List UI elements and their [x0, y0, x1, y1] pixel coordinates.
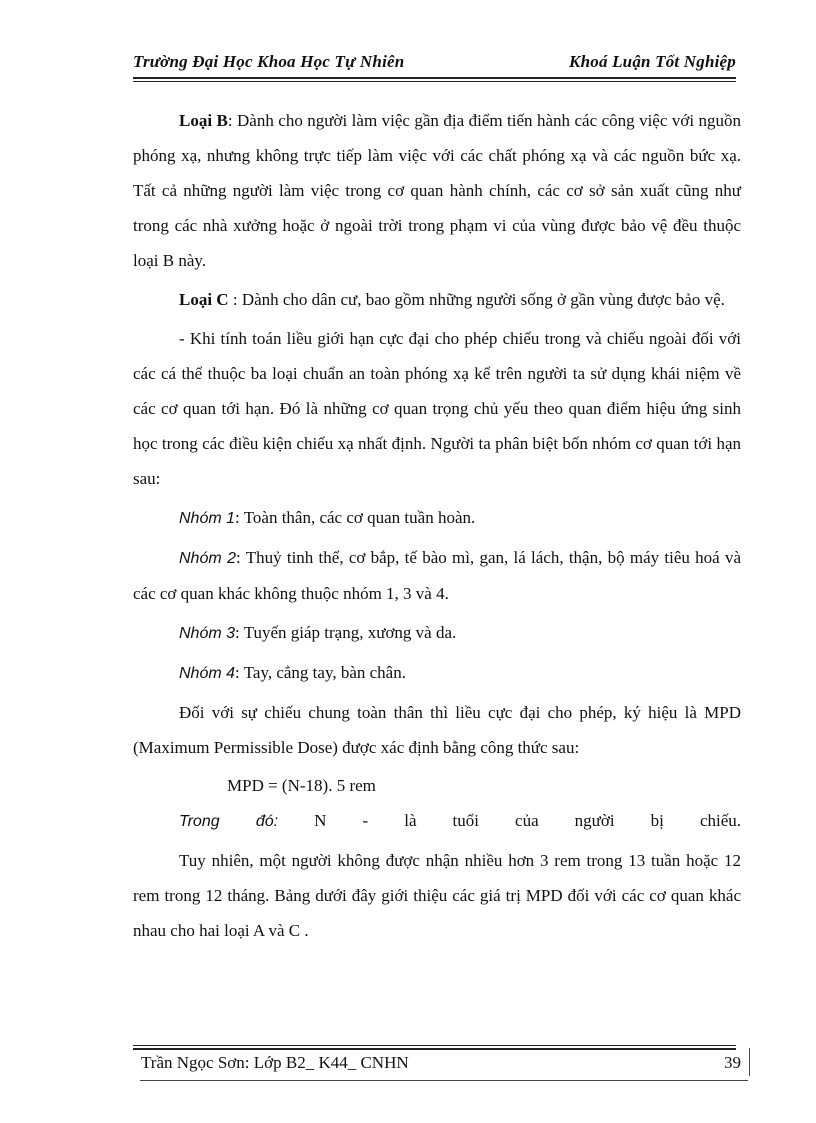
group-4-label: Nhóm 4: [179, 665, 236, 682]
paragraph-mpd-definition: Đối với sự chiếu chung toàn thân thì liều cực đại cho phép, ký hiệu là MPD (Maximum Permissible Dose) được xác định bằng công thức sau:: [133, 703, 741, 757]
mpd-formula: MPD = (N-18). 5 rem: [227, 776, 376, 795]
paragraph-type-c: [133, 282, 741, 317]
header-university: Trường Đại Học Khoa Học Tự Nhiên: [133, 52, 405, 71]
footer-shadow-vertical: [745, 1048, 750, 1076]
page-number: 39: [724, 1053, 741, 1072]
type-b-text: : Dành cho người làm việc gần địa điểm tiến hành các công việc với nguồn phóng xạ, nhưng không trực tiếp làm việc với các chất phóng xạ và các nguồn bức xạ. Tất cả những người làm việc trong cơ quan hành chính, các cơ sở sản xuất cũng như trong các nhà xưởng hoặc ở ngoài trời trong phạm vi của vùng được bảo vệ đều thuộc loại B này.: [133, 111, 742, 270]
group-2-text: : Thuỷ tinh thể, cơ bắp, tế bào mì, gan, lá lách, thận, bộ máy tiêu hoá và các cơ quan khác không thuộc nhóm 1, 3 và 4.: [133, 548, 741, 603]
group-1: [133, 500, 741, 536]
type-b-label: Loại B: [179, 111, 228, 130]
group-4-text: : Tay, cẳng tay, bàn chân.: [235, 663, 406, 682]
group-4: [133, 655, 741, 691]
type-c-text: : Dành cho dân cư, bao gồm những người sống ở gần vùng được bảo vệ.: [228, 290, 725, 309]
type-c-label: Loại C: [179, 290, 229, 309]
group-3-text: : Tuyến giáp trạng, xương và da.: [235, 623, 457, 642]
footer-shadow-horizontal: [140, 1080, 748, 1081]
group-2: [133, 540, 741, 611]
group-2-label: Nhóm 2: [179, 550, 237, 567]
footer-double-rule: [133, 1045, 736, 1053]
page-header: [133, 52, 736, 78]
group-1-label: Nhóm 1: [179, 510, 236, 527]
where-label: Trong đó:: [179, 813, 279, 830]
document-body: [133, 103, 741, 948]
group-3: [133, 615, 741, 651]
footer-author: Trần Ngọc Sơn: Lớp B2_ K44_ CNHN: [141, 1053, 409, 1072]
header-double-rule: [133, 77, 736, 83]
formula-where-line: [133, 803, 741, 839]
where-text: N - là tuổi của người bị chiếu.: [314, 811, 742, 830]
group-3-label: Nhóm 3: [179, 625, 236, 642]
paragraph-type-b: [133, 103, 741, 278]
group-1-text: : Toàn thân, các cơ quan tuần hoàn.: [235, 508, 476, 527]
paragraph-critical-organs: - Khi tính toán liều giới hạn cực đại cho phép chiếu trong và chiếu ngoài đối với các cá thể thuộc ba loại chuẩn an toàn phóng xạ kể trên người ta sử dụng khái niệm về các cơ quan tới hạn. Đó là những cơ quan trọng chủ yếu theo quan điểm hiệu ứng sinh học trong các điều kiện chiếu xạ nhất định. Người ta phân biệt bốn nhóm cơ quan tới hạn sau:: [133, 329, 741, 488]
paragraph-limits: Tuy nhiên, một người không được nhận nhiều hơn 3 rem trong 13 tuần hoặc 12 rem trong 12 tháng. Bảng dưới đây giới thiệu các giá trị MPD đối với các cơ quan khác nhau cho hai loại A và C .: [133, 851, 741, 940]
header-thesis-title: Khoá Luận Tốt Nghiệp: [569, 52, 736, 71]
